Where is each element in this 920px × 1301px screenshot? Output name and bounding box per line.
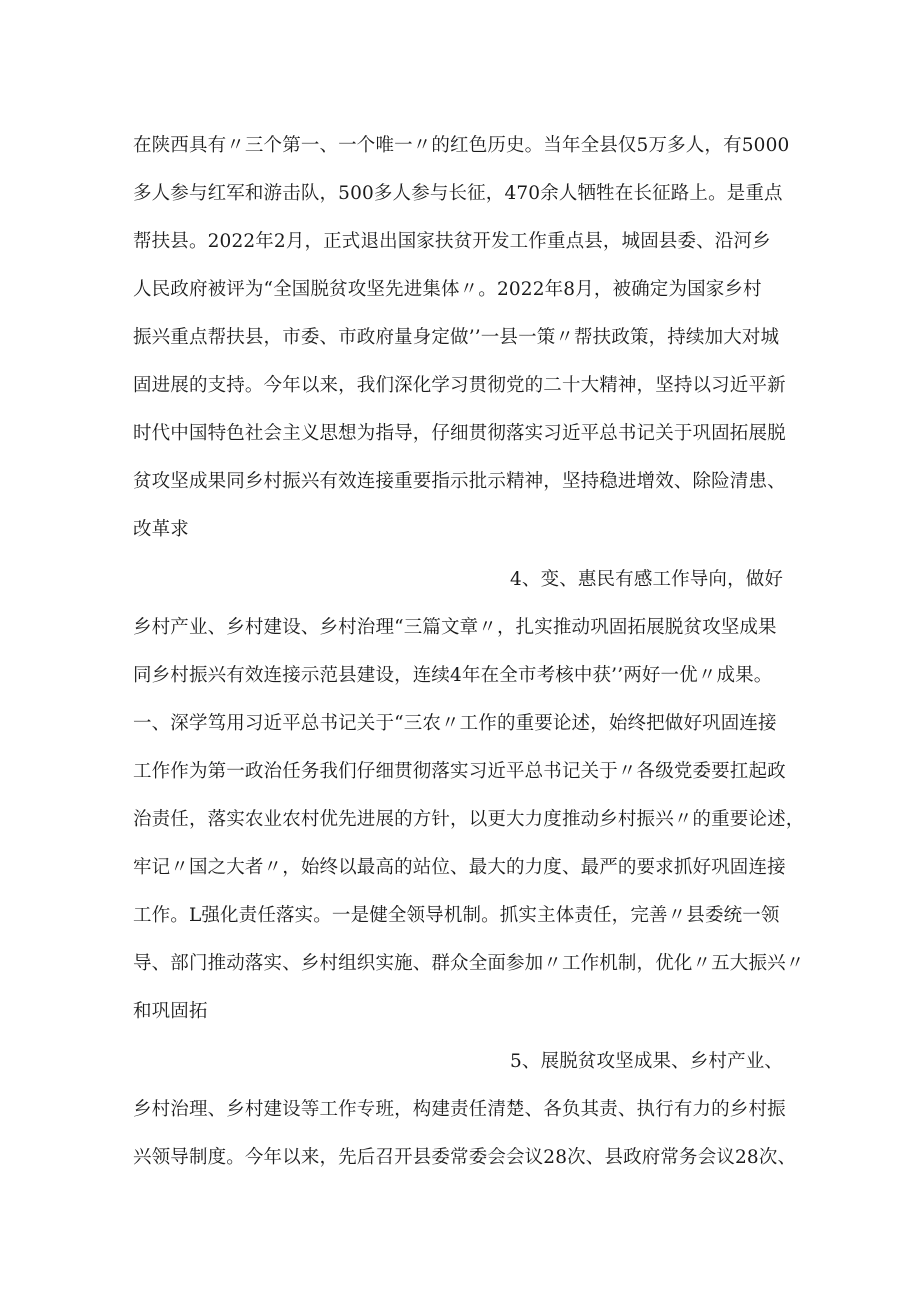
text-line: 帮扶县。2022年2月，正式退出国家扶贫开发工作重点县，城固县委、沿河乡 (133, 231, 771, 252)
text-line: 乡村产业、乡村建设、乡村治理“三篇文章〃，扎实推动巩固拓展脱贫攻坚成果 (133, 617, 777, 638)
text-line: 改革求 (133, 519, 189, 540)
text-line: 治责任，落实农业农村优先进展的方针，以更大力度推动乡村振兴〃的重要论述， (133, 809, 805, 830)
text-line: 和巩固拓 (133, 1001, 208, 1022)
text-line: 时代中国特色社会主义思想为指导，仔细贯彻落实习近平总书记关于巩固拓展脱 (133, 423, 786, 444)
text-line: 兴领导制度。今年以来，先后召开县委常委会会议28次、县政府常务会议28次、 (133, 1147, 797, 1168)
text-line: 同乡村振兴有效连接示范县建设，连续4年在全市考核中获’’两好一优〃成果。 (133, 665, 773, 686)
text-line: 人民政府被评为“全国脱贫攻坚先进集体〃。2022年8月，被确定为国家乡村 (133, 279, 762, 300)
text-line: 贫攻坚成果同乡村振兴有效连接重要指示批示精神，坚持稳进增效、除险清患、 (133, 471, 786, 492)
text-line: 工作。L强化责任落实。一是健全领导机制。抓实主体责任，完善〃县委统一领 (133, 905, 780, 926)
text-line: 工作作为第一政治任务我们仔细贯彻落实习近平总书记关于〃各级党委要扛起政 (133, 761, 786, 782)
section-heading-5: 5、展脱贫攻坚成果、乡村产业、 (510, 1051, 784, 1072)
text-line: 多人参与红军和游击队，500多人参与长征，470余人牺牲在长征路上。是重点 (133, 183, 783, 204)
text-line: 振兴重点帮扶县，市委、市政府量身定做’’一县一策〃帮扶政策，持续加大对城 (133, 327, 780, 348)
section-heading-4: 4、变、惠民有感工作导向，做好 (510, 569, 784, 590)
text-line: 导、部门推动落实、乡村组织实施、群众全面参加〃工作机制，优化〃五大振兴〃 (133, 953, 805, 974)
text-line: 在陕西具有〃三个第一、一个唯一〃的红色历史。当年全县仅5万多人，有5000 (133, 135, 790, 156)
text-line: 乡村治理、乡村建设等工作专班，构建责任清楚、各负其责、执行有力的乡村振 (133, 1099, 786, 1120)
text-line: 一、深学笃用习近平总书记关于“三农〃工作的重要论述，始终把做好巩固连接 (133, 713, 777, 734)
text-line: 牢记〃国之大者〃，始终以最高的站位、最大的力度、最严的要求抓好巩固连接 (133, 857, 786, 878)
text-line: 固进展的支持。今年以来，我们深化学习贯彻党的二十大精神，坚持以习近平新 (133, 375, 786, 396)
